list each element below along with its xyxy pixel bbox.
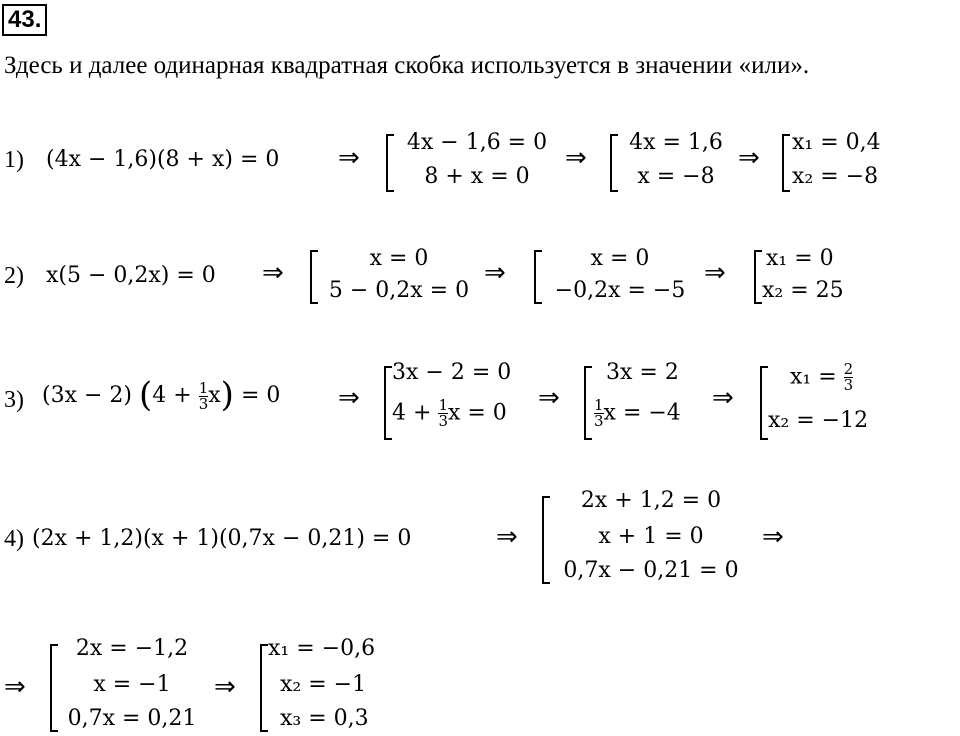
p4-b1-line2: x + 1 = 0	[598, 524, 704, 549]
frac-den: 3	[438, 412, 448, 430]
p1-b2-line1: 4x = 1,6	[629, 130, 723, 155]
p1-b3-line1: x₁ = 0,4	[792, 130, 881, 155]
frac-den: 3	[594, 412, 604, 430]
p4-b1-line1: 2x + 1,2 = 0	[580, 488, 722, 513]
fraction	[594, 398, 604, 429]
left-paren: (	[139, 375, 153, 415]
or-bracket	[754, 250, 762, 304]
problem-1-equation: (4x − 1,6)(8 + x) = 0	[46, 147, 280, 172]
problem-3-label: 3)	[4, 387, 24, 413]
p3-b3-line2: x₂ = −12	[768, 408, 869, 433]
frac-den: 3	[843, 376, 854, 394]
problem-1-label: 1)	[4, 147, 24, 173]
p3-b2-line1: 3x = 2	[606, 360, 679, 385]
p1-b2-line2: x = −8	[637, 164, 715, 189]
implies-arrow: ⇒	[712, 383, 734, 413]
p2-b3-line2: x₂ = 25	[762, 278, 844, 303]
or-bracket	[384, 366, 392, 440]
problem-2-equation: x(5 − 0,2x) = 0	[46, 263, 216, 288]
p3-b1-line1: 3x − 2 = 0	[392, 360, 512, 385]
frac-num: 1	[594, 396, 604, 414]
problem-3-equation	[42, 375, 281, 415]
p4-b2-line2: x = −1	[93, 672, 171, 697]
or-bracket	[386, 134, 394, 192]
p3-eq-factor1: (3x − 2)	[42, 383, 132, 408]
p3-eq-factor2b: x	[208, 383, 221, 408]
implies-arrow: ⇒	[538, 383, 560, 413]
p1-b1-line1: 4x − 1,6 = 0	[406, 130, 548, 155]
implies-arrow: ⇒	[262, 258, 284, 288]
p2-b2-line2: −0,2x = −5	[554, 278, 686, 303]
problem-2-label: 2)	[4, 263, 24, 289]
p1-b1-line2: 8 + x = 0	[424, 164, 530, 189]
fraction	[844, 362, 854, 393]
p3-b1-line2a: 4 +	[392, 400, 432, 426]
or-bracket	[610, 134, 618, 192]
frac-den: 3	[198, 394, 209, 413]
or-bracket	[760, 366, 768, 440]
or-bracket	[782, 134, 790, 192]
implies-arrow: ⇒	[338, 383, 360, 413]
p4-b3-line1: x₁ = −0,6	[268, 636, 376, 661]
implies-arrow: ⇒	[4, 672, 26, 702]
fraction	[438, 398, 448, 429]
p4-b2-line1: 2x = −1,2	[75, 636, 189, 661]
or-bracket	[260, 644, 268, 732]
frac-num: 1	[438, 396, 448, 414]
p3-eq-factor2a: 4 +	[152, 383, 192, 408]
p1-b3-line2: x₂ = −8	[792, 164, 879, 189]
implies-arrow: ⇒	[738, 143, 760, 173]
frac-num: 1	[198, 378, 209, 397]
p3-b3-line1	[790, 362, 853, 393]
p4-b2-line3: 0,7x = 0,21	[67, 706, 197, 731]
p2-b1-line1: x = 0	[369, 246, 429, 271]
intro-text: Здесь и далее одинарная квадратная скобка используется в значении «или».	[4, 52, 810, 79]
p4-b1-line3: 0,7x − 0,21 = 0	[563, 558, 739, 583]
or-bracket	[584, 366, 592, 440]
implies-arrow: ⇒	[496, 522, 518, 552]
p3-b1-line2b: x = 0	[447, 400, 507, 426]
p2-b3-line1: x₁ = 0	[766, 246, 834, 271]
fraction	[198, 378, 209, 413]
p2-b2-line1: x = 0	[590, 246, 650, 271]
implies-arrow: ⇒	[565, 143, 587, 173]
p3-eq-rhs: = 0	[240, 383, 281, 408]
right-paren: )	[220, 375, 234, 415]
p3-b2-line2b: x = −4	[603, 400, 681, 426]
problem-4-equation: (2x + 1,2)(x + 1)(0,7x − 0,21) = 0	[32, 526, 412, 551]
p4-b3-line2: x₂ = −1	[280, 672, 367, 697]
implies-arrow: ⇒	[484, 258, 506, 288]
problem-number: 43.	[2, 4, 47, 36]
implies-arrow: ⇒	[762, 522, 784, 552]
problem-4-label: 4)	[4, 526, 24, 552]
implies-arrow: ⇒	[704, 258, 726, 288]
frac-num: 2	[843, 360, 854, 378]
implies-arrow: ⇒	[214, 672, 236, 702]
p4-b3-line3: x₃ = 0,3	[280, 706, 369, 731]
implies-arrow: ⇒	[338, 143, 360, 173]
p2-b1-line2: 5 − 0,2x = 0	[328, 278, 470, 303]
p3-b2-line2	[594, 398, 681, 429]
p3-b1-line2	[392, 398, 507, 429]
p3-b3-line1a: x₁ =	[790, 364, 837, 390]
